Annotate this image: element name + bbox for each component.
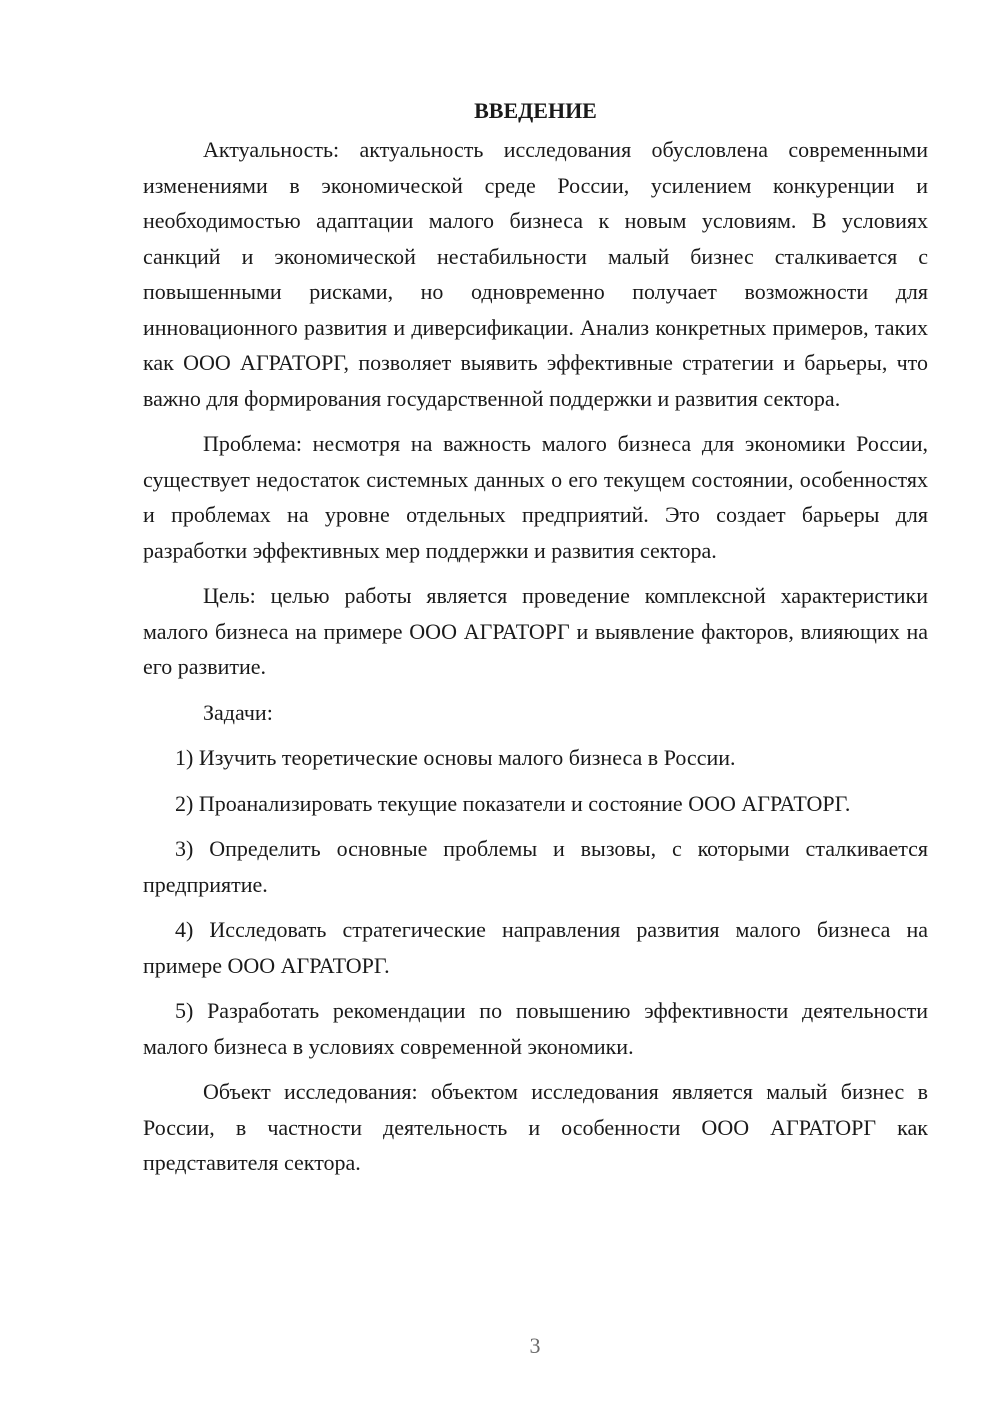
task-item-1: 1) Изучить теоретические основы малого бизнеса в России. bbox=[175, 745, 736, 770]
document-page bbox=[143, 96, 928, 1191]
task-item-5: 5) Разработать рекомендации по повышению эффективности деятельности малого бизнеса в условиях современной экономики. bbox=[143, 998, 928, 1059]
paragraph-relevance: Актуальность: актуальность исследования обусловлена современными изменениями в экономической среде России, усилением конкуренции и необходимостью адаптации малого бизнеса к новым условиям. В условиях санкций и экономической нестабильности малый бизнес сталкивается с повышенными рисками, но одновременно получает возможности для инновационного развития и диверсификации. Анализ конкретных примеров, таких как ООО АГРАТОРГ, позволяет выявить эффективные стратегии и барьеры, что важно для формирования государственной поддержки и развития сектора. bbox=[143, 137, 928, 411]
paragraph-problem: Проблема: несмотря на важность малого бизнеса для экономики России, существует недостаток системных данных о его текущем состоянии, особенностях и проблемах на уровне отдельных предприятий. Это создает барьеры для разработки эффективных мер поддержки и развития сектора. bbox=[143, 431, 928, 563]
page-number: 3 bbox=[529, 1333, 541, 1358]
task-item-4: 4) Исследовать стратегические направления развития малого бизнеса на примере ООО АГРАТОРГ. bbox=[143, 917, 928, 978]
paragraph-object: Объект исследования: объектом исследования является малый бизнес в России, в частности деятельность и особенности ООО АГРАТОРГ как представителя сектора. bbox=[143, 1079, 928, 1175]
paragraph-goal: Цель: целью работы является проведение комплексной характеристики малого бизнеса на примере ООО АГРАТОРГ и выявление факторов, влияющих на его развитие. bbox=[143, 583, 928, 679]
task-item-3: 3) Определить основные проблемы и вызовы, с которыми сталкивается предприятие. bbox=[143, 836, 928, 897]
section-title: ВВЕДЕНИЕ bbox=[474, 98, 597, 123]
tasks-heading: Задачи: bbox=[203, 699, 273, 725]
task-item-2: 2) Проанализировать текущие показатели и состояние ООО АГРАТОРГ. bbox=[175, 790, 851, 816]
